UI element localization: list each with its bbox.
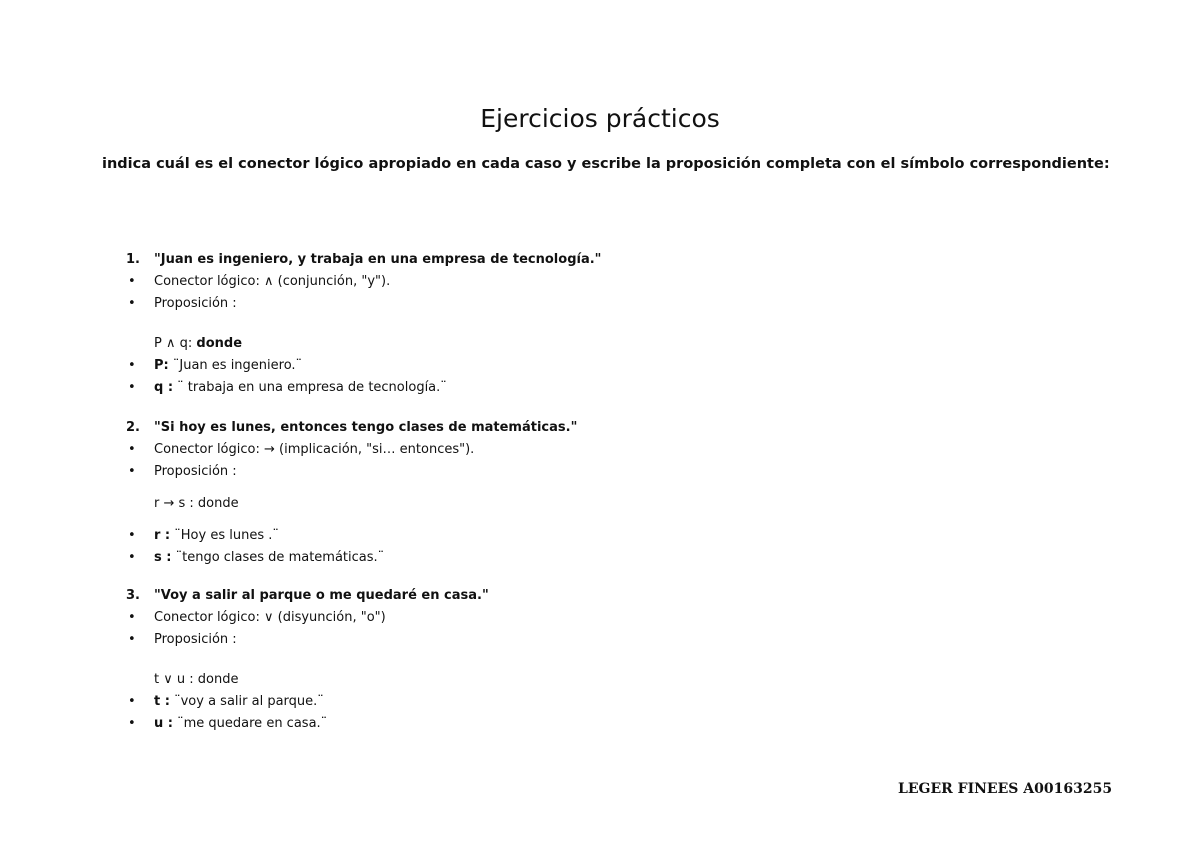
variable-definition [154,358,302,373]
bullet: • [128,274,136,289]
exercise-number: 3. [126,588,140,603]
bullet: • [128,694,136,709]
variable-label: r : [154,528,171,543]
variable-definition [154,380,447,395]
variable-label: P: [154,358,169,373]
bullet: • [128,610,136,625]
bullet: • [128,550,136,565]
proposition-label: Proposición : [154,632,237,647]
variable-text: ¨tengo clases de matemáticas.¨ [175,550,385,565]
variable-text: ¨Juan es ingeniero.¨ [172,358,303,373]
bullet: • [128,464,136,479]
connector-text: Conector lógico: → (implicación, "si… entonces"). [154,442,475,457]
variable-label: t : [154,694,170,709]
variable-label: s : [154,550,172,565]
formula: t ∨ u : donde [154,672,239,687]
exercise-statement: "Si hoy es lunes, entonces tengo clases de matemáticas." [154,420,578,435]
variable-definition [154,694,324,709]
exercise-number: 2. [126,420,140,435]
author-signature: LEGER FINEES A00163255 [898,781,1113,797]
page-title: Ejercicios prácticos [480,104,720,133]
bullet: • [128,296,136,311]
variable-label: q : [154,380,174,395]
bullet: • [128,716,136,731]
instructions-text: indica cuál es el conector lógico apropiado en cada caso y escribe la proposición completa con el símbolo correspondiente: [102,156,1110,172]
bullet: • [128,380,136,395]
proposition-label: Proposición : [154,464,237,479]
bullet: • [128,358,136,373]
exercise-statement: "Juan es ingeniero, y trabaja en una empresa de tecnología." [154,252,602,267]
formula: r → s : donde [154,496,239,511]
proposition-label: Proposición : [154,296,237,311]
exercise-number: 1. [126,252,140,267]
variable-text: ¨ trabaja en una empresa de tecnología.¨ [177,380,447,395]
variable-text: ¨me quedare en casa.¨ [177,716,328,731]
variable-definition [154,528,279,543]
bullet: • [128,528,136,543]
formula [154,336,242,351]
variable-definition [154,716,327,731]
variable-definition [154,550,384,565]
connector-text: Conector lógico: ∧ (conjunción, "y"). [154,274,391,289]
formula-word: donde [196,336,243,351]
bullet: • [128,632,136,647]
variable-label: u : [154,716,173,731]
bullet: • [128,442,136,457]
formula-symbols: P ∧ q: [154,336,193,351]
connector-text: Conector lógico: ∨ (disyunción, "o") [154,610,386,625]
exercise-statement: "Voy a salir al parque o me quedaré en casa." [154,588,489,603]
variable-text: ¨voy a salir al parque.¨ [174,694,324,709]
variable-text: ¨Hoy es lunes .¨ [174,528,279,543]
